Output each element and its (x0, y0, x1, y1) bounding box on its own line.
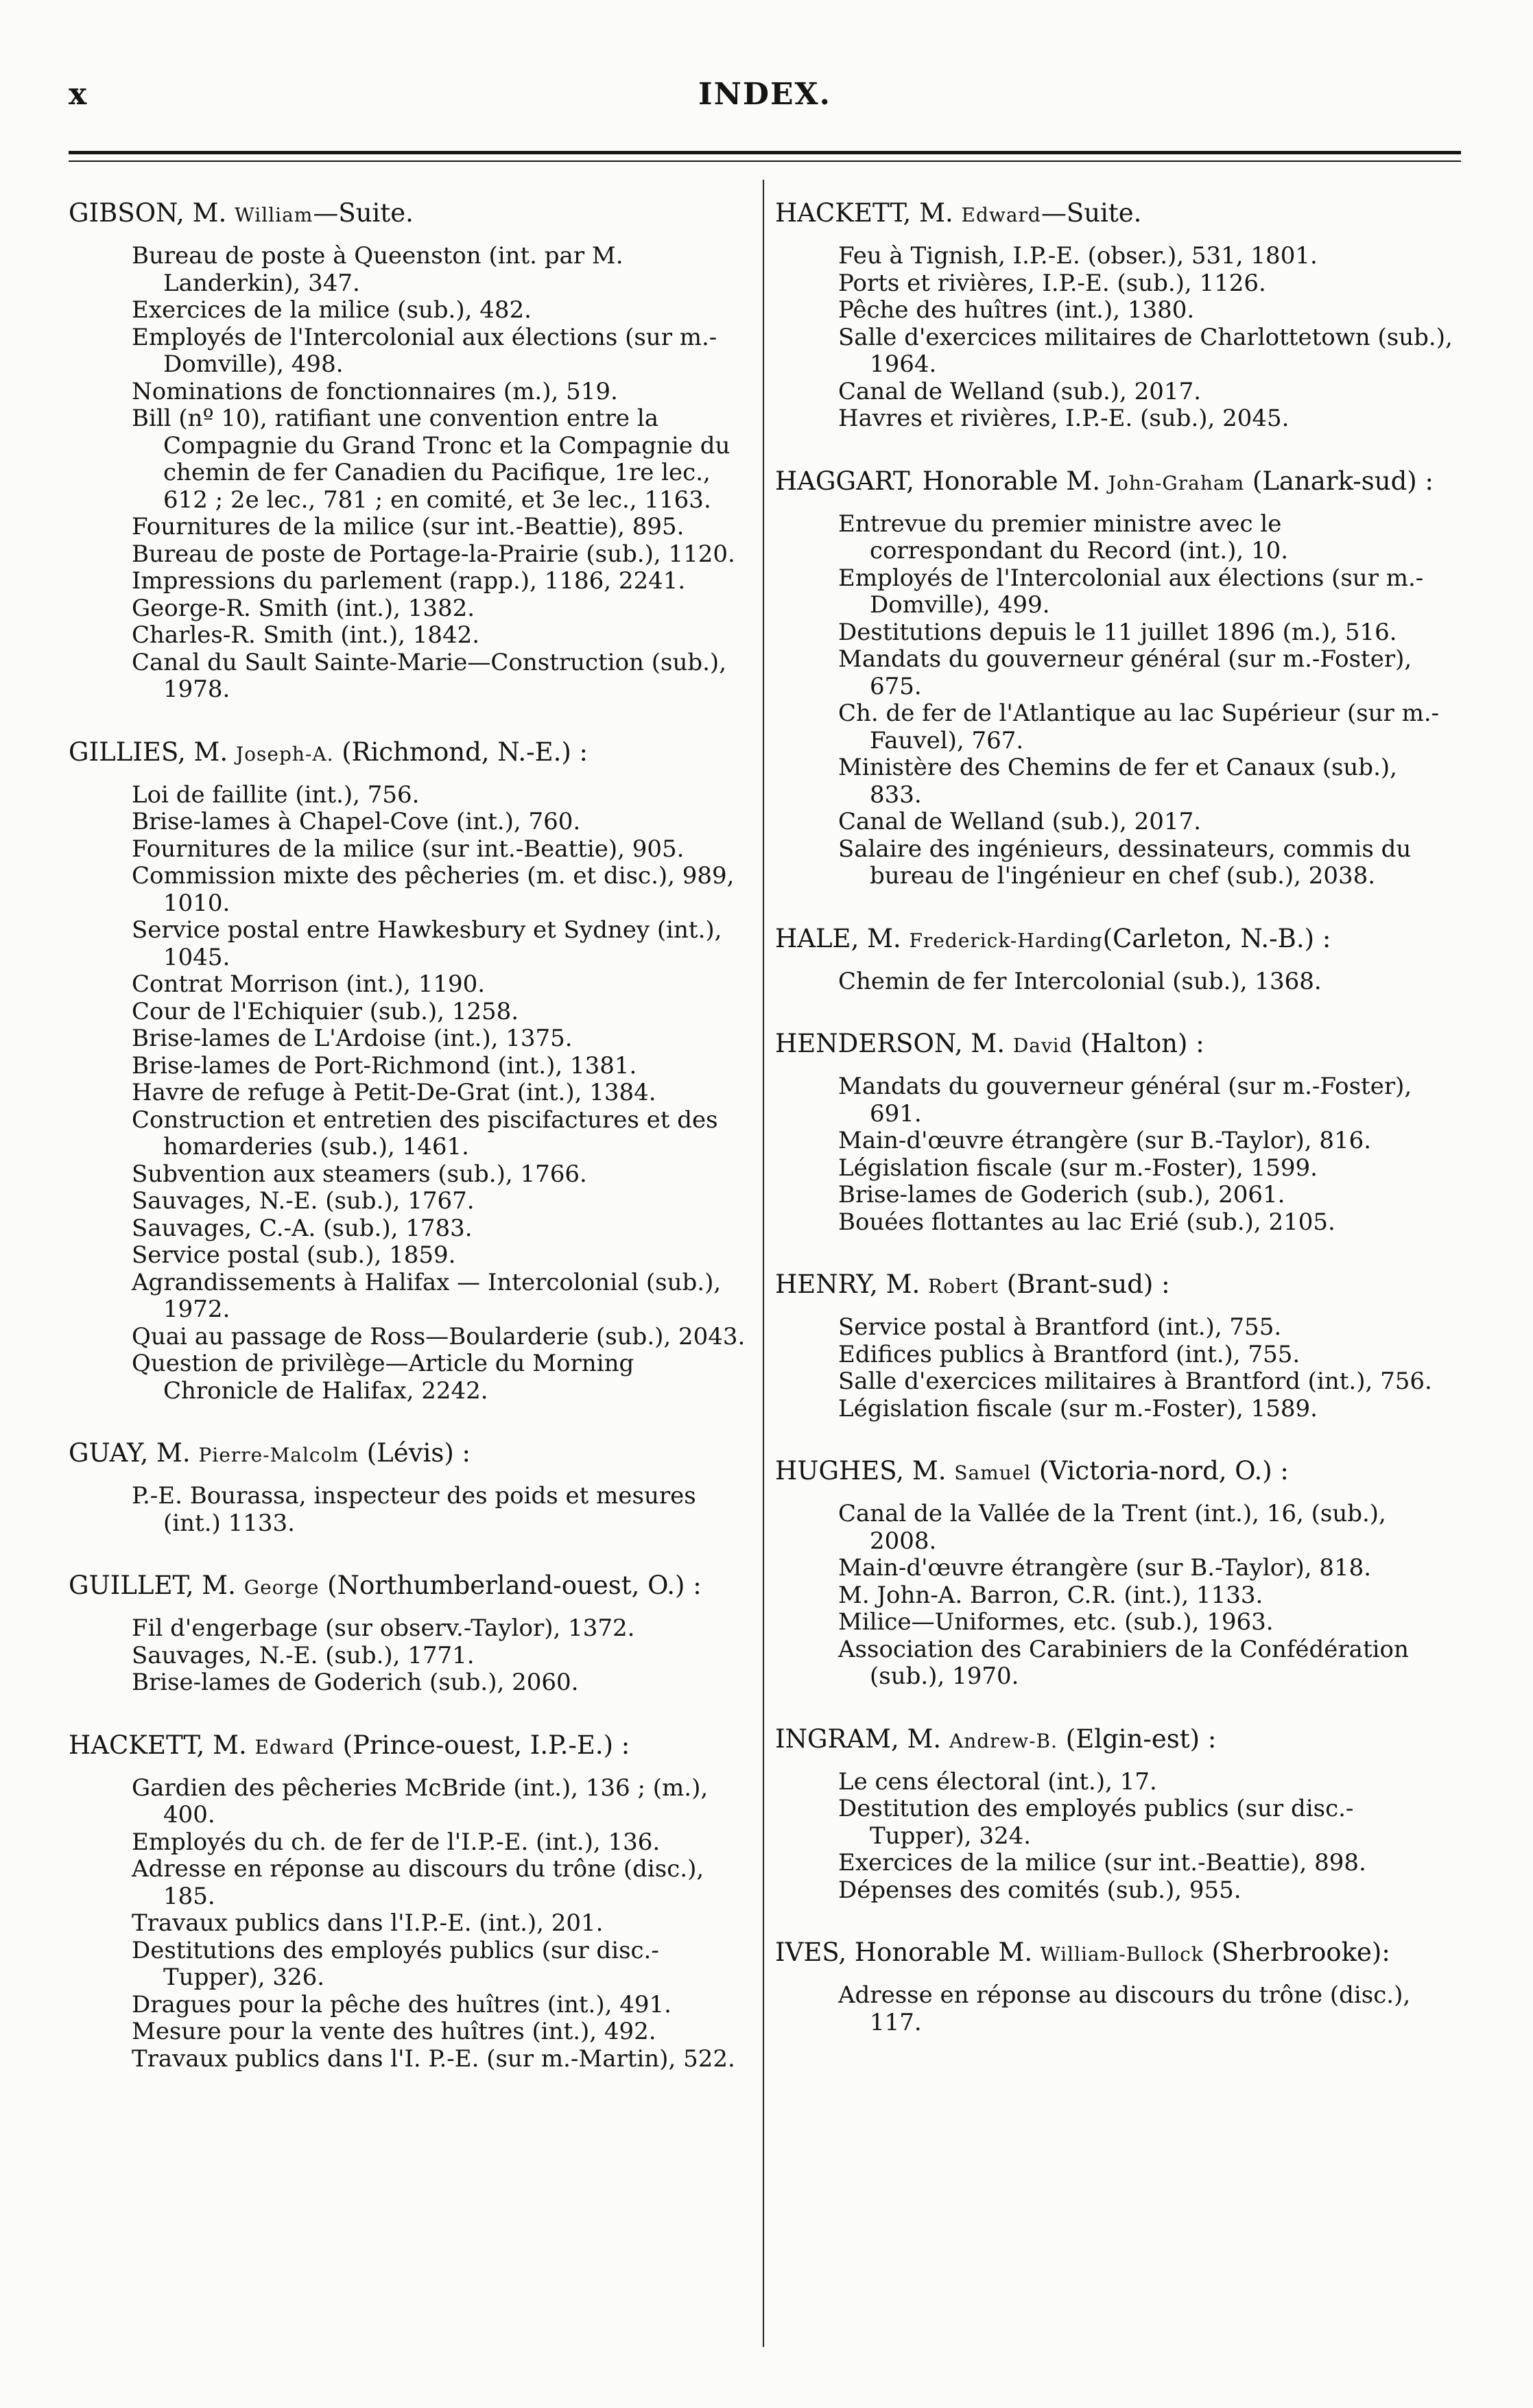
index-item: Dépenses des comités (sub.), 955. (838, 1876, 1241, 1904)
index-item: Brise-lames à Chapel-Cove (int.), 760. (132, 808, 581, 835)
entry-given-name: Edward (961, 204, 1041, 226)
index-item: Quai au passage de Ross—Boularderie (sub.), 2043. (132, 1322, 746, 1350)
index-item: Charles-R. Smith (int.), 1842. (132, 621, 480, 649)
index-item: Fil d'engerbage (sur observ.-Taylor), 1372. (132, 1614, 635, 1642)
entry-surname: INGRAM, (775, 1724, 899, 1754)
entry-riding: (Lévis) : (358, 1438, 471, 1468)
right-column (775, 199, 1454, 2071)
entry-surname: HAGGART, (775, 466, 915, 496)
entry-title: M. (912, 1456, 955, 1486)
entry-heading (775, 1029, 1454, 1060)
entry-heading (775, 1270, 1454, 1300)
index-item: Havre de refuge à Petit-De-Grat (int.), 1384. (132, 1079, 656, 1106)
index-item: Commission mixte des pêcheries (m. et disc.), 989, 1010. (132, 862, 735, 917)
index-item: Chemin de fer Intercolonial (sub.), 1368. (838, 967, 1322, 995)
index-item: Impressions du parlement (rapp.), 1186, 2241. (132, 567, 686, 595)
index-item: P.-E. Bourassa, inspecteur des poids et mesures (int.) 1133. (132, 1482, 696, 1537)
index-item: Destitutions des employés publics (sur disc.-Tupper), 326. (132, 1936, 659, 1991)
entry-heading (775, 925, 1454, 955)
entry-riding: (Prince-ouest, I.P.-E.) : (334, 1730, 630, 1760)
entry-given-name: Pierre-Malcolm (198, 1444, 359, 1466)
entry-heading (775, 1457, 1454, 1487)
page-title: INDEX. (698, 77, 831, 112)
index-item: Brise-lames de Goderich (sub.), 2060. (132, 1669, 579, 1696)
entry-given-name: Andrew-B. (949, 1729, 1058, 1752)
index-item: Loi de faillite (int.), 756. (132, 780, 420, 809)
index-item: Bill (nº 10), ratifiant une convention entre la Compagnie du Grand Tronc et la Compagnie du chemin de fer Canadien du Pacifique, 1re lec., 612 ; 2e lec., 781 ; en comité, et 3e lec., 1163. (132, 405, 730, 514)
entry-heading (69, 199, 748, 229)
index-entry (775, 1270, 1454, 1422)
index-entry (69, 1731, 748, 2073)
entry-riding: (Northumberland-ouest, O.) : (319, 1571, 702, 1600)
index-item: Cour de l'Echiquier (sub.), 1258. (132, 997, 519, 1025)
entry-surname: HACKETT, (775, 198, 912, 228)
entry-given-name: Robert (927, 1275, 999, 1298)
entry-surname: GUAY, (69, 1438, 149, 1468)
entry-riding: —Suite. (1041, 198, 1142, 228)
entry-riding: (Elgin-est) : (1058, 1724, 1217, 1754)
entry-title: M. (867, 923, 910, 953)
index-item: Mandats du gouverneur général (sur m.-Foster), 691. (838, 1073, 1412, 1128)
index-item: Construction et entretien des piscifactures et des homarderies (sub.), 1461. (132, 1106, 718, 1160)
index-item: Mesure pour la vente des huîtres (int.), 492. (132, 2018, 656, 2045)
index-entry (69, 199, 748, 704)
entry-title: M. (971, 1029, 1013, 1058)
entry-given-name: Edward (254, 1735, 335, 1759)
entry-surname: GILLIES, (69, 737, 186, 767)
entry-heading (69, 1439, 748, 1469)
index-item: Pêche des huîtres (int.), 1380. (838, 296, 1195, 324)
entry-given-name: William (235, 204, 313, 226)
entry-riding: —Suite. (313, 198, 414, 228)
index-item: Contrat Morrison (int.), 1190. (132, 970, 486, 998)
entry-surname: GUILLET, (69, 1571, 194, 1600)
entry-title: M. (886, 1269, 928, 1299)
entry-surname: HUGHES, (775, 1456, 905, 1486)
entry-title: M. (213, 1730, 255, 1760)
index-item: Ministère des Chemins de fer et Canaux (sub.), 833. (838, 754, 1397, 809)
index-item: Dragues pour la pêche des huîtres (int.), 491. (132, 1990, 672, 2018)
entry-riding: (Halton) : (1072, 1029, 1204, 1058)
index-item: Milice—Uniformes, etc. (sub.), 1963. (838, 1608, 1274, 1636)
index-entry (775, 1725, 1454, 1905)
index-item: Brise-lames de L'Ardoise (int.), 1375. (132, 1025, 573, 1052)
index-item: Bureau de poste à Queenston (int. par M. Landerkin), 347. (132, 242, 623, 297)
entry-title: M. (192, 198, 235, 228)
index-item: Association des Carabiniers de la Confédération (sub.), 1970. (838, 1635, 1409, 1690)
index-item: Service postal (sub.), 1859. (132, 1241, 456, 1269)
header-rule-thick (69, 151, 1461, 154)
index-item: Salle d'exercices militaires de Charlottetown (sub.), 1964. (838, 323, 1453, 378)
entry-surname: HACKETT, (69, 1730, 205, 1760)
entry-title: M. (156, 1438, 199, 1468)
index-item: Employés de l'Intercolonial aux élections (sur m.-Domville), 498. (132, 323, 717, 378)
index-item: Salaire des ingénieurs, dessinateurs, commis du bureau de l'ingénieur en chef (sub.), 2038. (838, 835, 1412, 890)
index-item: Destitution des employés publics (sur disc.-Tupper), 324. (838, 1795, 1354, 1850)
index-item: Nominations de fonctionnaires (m.), 519. (132, 377, 618, 405)
index-item: Entrevue du premier ministre avec le correspondant du Record (int.), 10. (838, 510, 1289, 564)
index-item: Bouées flottantes au lac Erié (sub.), 2105. (838, 1208, 1335, 1236)
entry-given-name: George (243, 1576, 320, 1599)
index-item: Adresse en réponse au discours du trône (disc.), 117. (838, 1981, 1411, 2036)
entry-riding: (Victoria-nord, O.) : (1031, 1456, 1289, 1486)
index-item: Travaux publics dans l'I.P.-E. (int.), 201. (132, 1909, 604, 1937)
index-item: Ch. de fer de l'Atlantique au lac Supérieur (sur m.-Fauvel), 767. (838, 700, 1440, 754)
index-item: Exercices de la milice (sur int.-Beattie), 898. (838, 1849, 1366, 1876)
index-item: Agrandissements à Halifax — Intercolonial (sub.), 1972. (132, 1268, 722, 1323)
index-item: Canal de la Vallée de la Trent (int.), 16, (sub.), 2008. (838, 1500, 1386, 1555)
index-item: Ports et rivières, I.P.-E. (sub.), 1126. (838, 269, 1266, 297)
entry-surname: GIBSON, (69, 198, 185, 228)
entry-title: M. (193, 737, 236, 767)
index-item: Brise-lames de Port-Richmond (int.), 1381. (132, 1051, 637, 1080)
column-divider (763, 180, 764, 2347)
index-item: Destitutions depuis le 11 juillet 1896 (m.), 516. (838, 618, 1397, 646)
entry-surname: IVES, (775, 1938, 847, 1967)
index-item: Subvention aux steamers (sub.), 1766. (132, 1160, 587, 1188)
entry-given-name: Samuel (954, 1462, 1032, 1484)
header-rule-thin (69, 160, 1461, 162)
index-entry (775, 199, 1454, 433)
page-header (69, 77, 1461, 132)
entry-heading (69, 1731, 748, 1761)
index-item: Législation fiscale (sur m.-Foster), 1589. (838, 1394, 1318, 1422)
index-item: Le cens électoral (int.), 17. (838, 1767, 1157, 1796)
entry-given-name: John-Graham (1108, 471, 1245, 494)
index-item: Adresse en réponse au discours du trône (disc.), 185. (132, 1855, 704, 1910)
index-item: George-R. Smith (int.), 1382. (132, 594, 475, 622)
entry-heading (69, 1571, 748, 1601)
index-item: Employés de l'Intercolonial aux élections (sur m.-Domville), 499. (838, 564, 1424, 619)
index-entry (775, 467, 1454, 890)
entry-heading (775, 1938, 1454, 1968)
index-item: Législation fiscale (sur m.-Foster), 1599. (838, 1154, 1318, 1182)
index-item: Exercices de la milice (sub.), 482. (132, 296, 532, 324)
index-item: Gardien des pêcheries McBride (int.), 136 ; (m.), 400. (132, 1774, 709, 1828)
index-item: Canal du Sault Sainte-Marie—Construction (sub.), 1978. (132, 648, 726, 703)
index-item: Sauvages, C.-A. (sub.), 1783. (132, 1214, 473, 1242)
index-item: Canal de Welland (sub.), 2017. (838, 377, 1202, 405)
index-entry (775, 925, 1454, 996)
entry-heading (69, 738, 748, 768)
index-item: Sauvages, N.-E. (sub.), 1771. (132, 1641, 475, 1669)
index-item: Travaux publics dans l'I. P.-E. (sur m.-Martin), 522. (132, 2045, 735, 2073)
entry-title: M. (202, 1571, 244, 1600)
page-number: x (69, 77, 87, 112)
index-item: Canal de Welland (sub.), 2017. (838, 808, 1202, 835)
index-item: Fournitures de la milice (sur int.-Beattie), 895. (132, 513, 685, 540)
entry-title: Honorable M. (922, 466, 1108, 496)
entry-riding: (Lanark-sud) : (1244, 466, 1434, 496)
index-item: Bureau de poste de Portage-la-Prairie (sub.), 1120. (132, 540, 735, 568)
index-item: Brise-lames de Goderich (sub.), 2061. (838, 1181, 1285, 1208)
entry-surname: HENRY, (775, 1269, 878, 1299)
index-item: Feu à Tignish, I.P.-E. (obser.), 531, 1801. (838, 242, 1318, 270)
entry-title: M. (907, 1724, 949, 1754)
entry-title: M. (919, 198, 962, 228)
entry-given-name: David (1012, 1034, 1073, 1057)
entry-surname: HENDERSON, (775, 1029, 963, 1058)
entry-surname: HALE, (775, 923, 859, 953)
index-item: Edifices publics à Brantford (int.), 755. (838, 1340, 1300, 1368)
index-item: Service postal à Brantford (int.), 755. (838, 1313, 1282, 1341)
index-item: Salle d'exercices militaires à Brantford (int.), 756. (838, 1368, 1432, 1395)
entry-riding: (Richmond, N.-E.) : (333, 737, 589, 767)
index-entry (69, 738, 748, 1405)
entry-riding: (Sherbrooke): (1203, 1938, 1390, 1967)
entry-given-name: William-Bullock (1040, 1943, 1204, 1966)
index-item: M. John-A. Barron, C.R. (int.), 1133. (838, 1581, 1263, 1609)
entry-heading (775, 467, 1454, 497)
entry-given-name: Frederick-Harding (909, 929, 1103, 952)
index-item: Service postal entre Hawkesbury et Sydney (int.), 1045. (132, 916, 722, 971)
index-entry (775, 1457, 1454, 1691)
entry-heading (775, 1725, 1454, 1755)
entry-given-name: Joseph-A. (235, 742, 334, 765)
left-column (69, 199, 748, 2107)
index-item: Main-d'œuvre étrangère (sur B.-Taylor), 818. (838, 1554, 1372, 1582)
index-item: Employés du ch. de fer de l'I.P.-E. (int.), 136. (132, 1828, 661, 1856)
index-item: Question de privilège—Article du Morning Chronicle de Halifax, 2242. (132, 1350, 634, 1405)
entry-riding: (Brant-sud) : (999, 1269, 1170, 1299)
index-entry (69, 1439, 748, 1537)
index-entry (69, 1571, 748, 1697)
index-item: Main-d'œuvre étrangère (sur B.-Taylor), 816. (838, 1127, 1372, 1154)
index-item: Fournitures de la milice (sur int.-Beattie), 905. (132, 835, 685, 863)
index-item: Havres et rivières, I.P.-E. (sub.), 2045. (838, 405, 1290, 432)
entry-heading (775, 199, 1454, 229)
index-item: Sauvages, N.-E. (sub.), 1767. (132, 1187, 475, 1215)
index-entry (775, 1938, 1454, 2036)
index-entry (775, 1029, 1454, 1236)
entry-riding: (Carleton, N.-B.) : (1102, 923, 1331, 953)
index-item: Mandats du gouverneur général (sur m.-Foster), 675. (838, 645, 1412, 700)
entry-title: Honorable M. (854, 1938, 1041, 1967)
